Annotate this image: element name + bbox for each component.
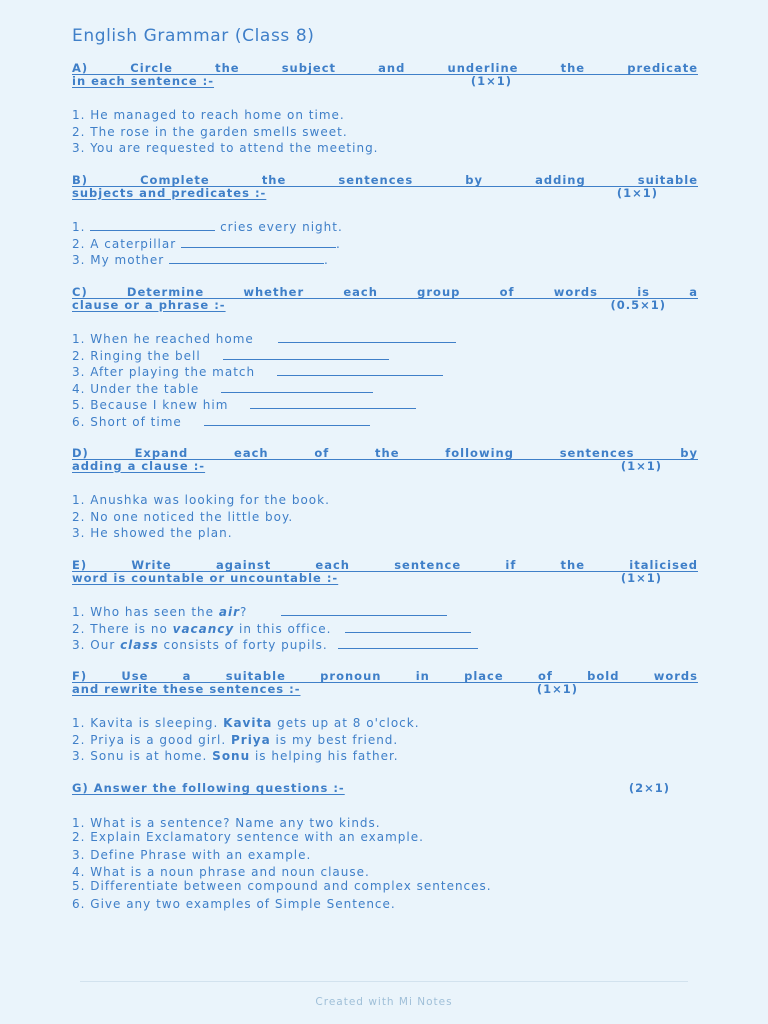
list-item: 2. Explain Exclamatory sentence with an example.	[72, 830, 424, 845]
list-item	[72, 604, 698, 621]
item-text: 3. Our	[72, 638, 121, 653]
bold-word: Priya	[230, 732, 271, 747]
heading-line: adding a clause :-	[72, 458, 206, 473]
list-item: 1. Anushka was looking for the book.	[72, 493, 330, 507]
answer-blank[interactable]	[90, 220, 215, 231]
section-d	[72, 447, 698, 542]
heading-line: clause or a phrase :-	[72, 297, 226, 312]
marks-label: (1×1)	[616, 185, 658, 200]
bold-word: Sonu	[212, 749, 251, 764]
question-list	[72, 331, 698, 431]
list-item	[72, 381, 698, 398]
heading-line: E) Write against each sentence if the italicised	[72, 558, 698, 572]
item-text: is my best friend.	[270, 732, 399, 747]
question-list	[72, 604, 698, 654]
section-b	[72, 174, 698, 269]
marks-label: (2×1)	[628, 781, 670, 795]
list-item: 4. What is a noun phrase and noun clause.	[72, 864, 370, 879]
item-text: 1. Kavita is sleeping.	[72, 716, 224, 730]
item-text: 5. Because I knew him	[72, 398, 229, 413]
answer-blank[interactable]	[169, 253, 324, 264]
list-item: 5. Differentiate between compound and complex sentences.	[72, 879, 492, 894]
italic-word: class	[120, 638, 159, 653]
question-list	[72, 107, 698, 157]
list-item: 6. Give any two examples of Simple Sentence.	[72, 897, 396, 912]
list-item	[72, 637, 698, 654]
list-item	[72, 331, 698, 348]
answer-blank[interactable]	[181, 237, 336, 248]
footer-credit: Created with Mi Notes	[315, 996, 453, 1008]
heading-line: and rewrite these sentences :-	[72, 681, 301, 696]
item-text: 3. After playing the match	[72, 365, 256, 380]
section-f	[72, 670, 698, 765]
list-item: 2. No one noticed the little boy.	[72, 509, 294, 524]
list-item	[72, 732, 698, 749]
section-heading	[72, 670, 698, 695]
question-list	[72, 219, 698, 269]
item-text: cries every night.	[215, 220, 343, 234]
marks-label: (1×1)	[620, 570, 662, 585]
item-text: 2. A caterpillar	[72, 236, 181, 251]
marks-label: (1×1)	[620, 458, 662, 473]
question-list	[72, 815, 698, 913]
item-text: .	[335, 236, 341, 251]
item-text: .	[324, 253, 329, 268]
item-text: 1. Who has seen the	[72, 605, 219, 619]
list-item: 1. He managed to reach home on time.	[72, 108, 345, 122]
list-item	[72, 748, 698, 765]
heading-line: D) Expand each of the following sentences by	[72, 446, 698, 460]
italic-word: air	[218, 605, 241, 619]
section-heading	[72, 447, 698, 472]
answer-blank[interactable]	[345, 622, 471, 633]
section-g	[72, 782, 698, 913]
list-item	[72, 414, 698, 431]
item-text: in this office.	[234, 621, 332, 636]
section-heading	[72, 174, 698, 199]
list-item	[72, 236, 698, 253]
item-text: 6. Short of time	[72, 414, 182, 429]
list-item	[72, 715, 698, 732]
heading-line: B) Complete the sentences by adding suitable	[72, 173, 698, 187]
section-e	[72, 559, 698, 654]
item-text: 2. Ringing the bell	[72, 348, 201, 363]
list-item	[72, 364, 698, 381]
item-text: is helping his father.	[250, 749, 399, 764]
marks-label: (0.5×1)	[610, 297, 666, 312]
section-heading	[72, 62, 698, 87]
answer-blank[interactable]	[278, 332, 456, 343]
item-text: 2. Priya is a good girl.	[72, 732, 231, 747]
item-text: 1.	[72, 220, 91, 234]
item-text: consists of forty pupils.	[158, 638, 328, 653]
list-item: 3. You are requested to attend the meeting.	[72, 141, 379, 156]
list-item	[72, 397, 698, 414]
question-list	[72, 492, 698, 542]
marks-label: (1×1)	[536, 681, 578, 696]
marks-label: (1×1)	[470, 73, 512, 88]
item-text: 2. There is no	[72, 621, 173, 636]
item-text: 4. Under the table	[72, 381, 200, 396]
list-item	[72, 621, 698, 638]
section-c	[72, 286, 698, 431]
question-list	[72, 715, 698, 765]
list-item: 3. He showed the plan.	[72, 526, 233, 541]
answer-blank[interactable]	[204, 415, 370, 426]
answer-blank[interactable]	[277, 365, 443, 376]
list-item: 2. The rose in the garden smells sweet.	[72, 124, 348, 139]
answer-blank[interactable]	[338, 638, 478, 649]
bold-word: Kavita	[223, 716, 273, 730]
page-title: English Grammar (Class 8)	[72, 26, 315, 46]
section-heading	[72, 559, 698, 584]
italic-word: vacancy	[172, 621, 235, 636]
answer-blank[interactable]	[223, 349, 389, 360]
item-text: 1. When he reached home	[72, 332, 254, 346]
item-text: 3. Sonu is at home.	[72, 749, 213, 764]
item-text: 3. My mother	[72, 253, 170, 268]
item-text: ?	[240, 605, 248, 619]
heading-line: in each sentence :-	[72, 73, 215, 88]
heading-line: A) Circle the subject and underline the predicate	[72, 61, 698, 75]
heading-line: F) Use a suitable pronoun in place of bold words	[72, 669, 698, 683]
section-heading	[72, 782, 698, 795]
heading-line: G) Answer the following questions :-	[72, 781, 345, 795]
item-text: gets up at 8 o'clock.	[272, 716, 420, 730]
answer-blank[interactable]	[250, 398, 416, 409]
heading-line: C) Determine whether each group of words is a	[72, 285, 698, 299]
answer-blank[interactable]	[221, 382, 373, 393]
list-item: 3. Define Phrase with an example.	[72, 848, 312, 863]
list-item	[72, 348, 698, 365]
section-a	[72, 62, 698, 157]
list-item: 1. What is a sentence? Name any two kinds.	[72, 815, 381, 830]
section-heading	[72, 286, 698, 311]
list-item	[72, 252, 698, 269]
footer-divider	[80, 981, 688, 982]
heading-line: word is countable or uncountable :-	[72, 570, 339, 585]
list-item	[72, 219, 698, 236]
answer-blank[interactable]	[281, 605, 447, 616]
heading-line: subjects and predicates :-	[72, 185, 267, 200]
